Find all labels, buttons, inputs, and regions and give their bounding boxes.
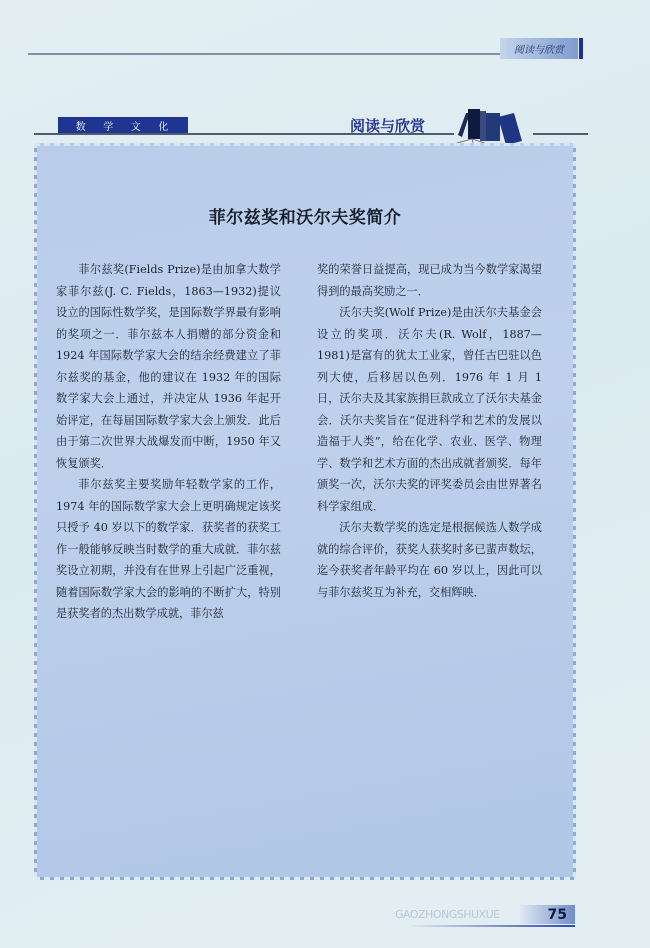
page-number xyxy=(520,905,575,924)
paragraph-fields-continued: 奖的荣誉日益提高，现已成为当今数学家渴望得到的最高奖励之一． xyxy=(317,263,542,298)
paragraph-wolf-selection: 沃尔夫数学奖的选定是根据候选人数学成就的综合评价，获奖人获奖时多已蜚声数坛，迄今获奖者年龄平均在 60 岁以上，因此可以与菲尔兹奖互为补充，交相辉映． xyxy=(317,521,542,599)
banner-char: 学 xyxy=(103,121,116,133)
section-tab: 阅读与欣赏 xyxy=(500,38,578,59)
article-box xyxy=(34,143,576,880)
math-culture-banner xyxy=(58,117,188,133)
left-column xyxy=(56,259,281,625)
reading-heading: 阅读与欣赏 xyxy=(350,117,426,135)
section-tab-marker xyxy=(579,38,583,59)
dotted-border-right xyxy=(573,143,576,880)
paragraph-wolf-intro: 沃尔夫奖(Wolf Prize)是由沃尔夫基金会设立的奖项．沃尔夫(R. Wolf，1887—1981)是富有的犹太工业家，曾任古巴驻以色列大使，后移居以色列．1976 年 1 月 1 日，沃尔夫及其家族捐巨款成立了沃尔夫基金会．沃尔夫奖旨在“促进科学和艺术的发展以造福于人类”，给在化学、农业、医学、物理学、数学和艺术方面的杰出成就者颁奖．每年颁奖一次，沃尔夫奖的评奖委员会由世界著名科学家组成． xyxy=(317,306,542,513)
page-number-text: 75 xyxy=(547,906,567,923)
banner-char: 文 xyxy=(130,121,143,133)
paragraph-fields-young: 菲尔兹奖主要奖励年轻数学家的工作，1974 年的国际数学家大会上更明确规定该奖只授予 40 岁以下的数学家．获奖者的获奖工作一般能够反映当时数学的重大成就．菲尔兹奖设立初期，并没有在世界上引起广泛重视，随着国际数学家大会的影响的不断扩大，特别是获奖者的杰出数学成就，菲尔兹 xyxy=(56,478,281,620)
paragraph-fields-intro: 菲尔兹奖(Fields Prize)是由加拿大数学家菲尔兹(J. C. Fields，1863—1932)提议设立的国际性数学奖，是国际数学界最有影响的奖项之一．菲尔兹本人捐赠的部分资金和 1924 年国际数学家大会的结余经费建立了菲尔兹奖的基金，他的建议在 1932 年的国际数学家大会上通过，并决定从 1936 年起开始评定，在每届国际数学家大会上颁发．此后由于第二次世界大战爆发而中断，1950 年又恢复颁奖． xyxy=(56,263,281,470)
banner-rule-right xyxy=(533,133,588,135)
right-column xyxy=(317,259,542,603)
header-rule xyxy=(28,53,523,55)
article-title: 菲尔兹奖和沃尔夫奖简介 xyxy=(208,208,402,228)
banner-char: 化 xyxy=(158,121,171,133)
dotted-border-left xyxy=(34,143,37,880)
series-name: GAOZHONGSHUXUE xyxy=(395,908,500,921)
banner-char: 数 xyxy=(75,121,88,133)
footer-rule xyxy=(412,925,575,927)
